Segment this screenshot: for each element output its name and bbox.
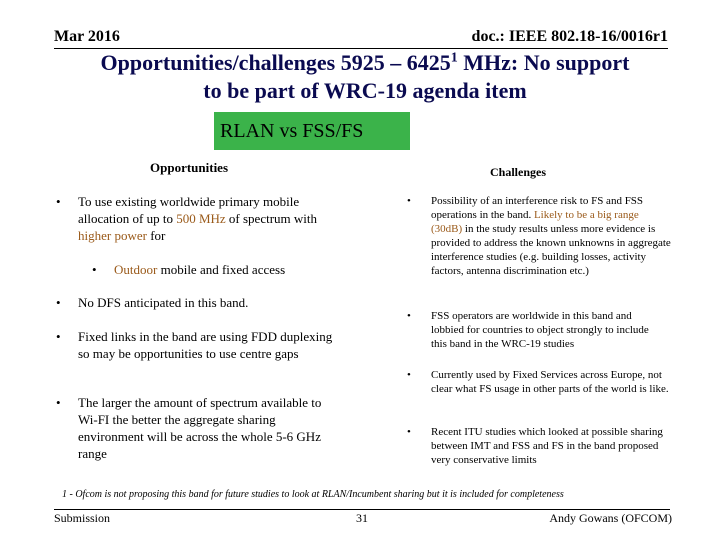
challenge-2-text: FSS operators are worldwide in this band and lobbied for countries to object strongly to include this band in the WRC-19 studies bbox=[431, 310, 649, 350]
opportunity-item-4 bbox=[56, 394, 334, 462]
opportunity-1-text-c: for bbox=[146, 228, 166, 243]
challenges-heading: Challenges bbox=[490, 165, 547, 179]
page-number: 31 bbox=[356, 511, 368, 525]
bullet-icon: • bbox=[407, 310, 411, 322]
opportunity-item-3 bbox=[56, 328, 336, 362]
challenge-1-text-b: in the study results unless more evidence is provided to address the known unknowns in aggregate interference studies (e.g. building losses, activity factors, antenna discrimination etc.) bbox=[431, 223, 671, 277]
bullet-icon: • bbox=[407, 195, 411, 207]
opportunity-sub-item-1 bbox=[92, 261, 344, 278]
bullet-icon: • bbox=[56, 329, 61, 344]
opportunity-sub-1-highlight: Outdoor bbox=[114, 262, 158, 277]
slide-title bbox=[40, 49, 690, 105]
footer-submission: Submission bbox=[54, 511, 111, 525]
opportunity-4-text: The larger the amount of spectrum available to Wi-FI the better the aggregate sharing environment will be across the whole 5-6 GHz range bbox=[78, 395, 322, 461]
challenge-1-text-a: Possibility of an interference risk to FS and FSS operations in the band. bbox=[431, 195, 644, 221]
bullet-icon: • bbox=[56, 194, 61, 209]
bullet-icon: • bbox=[407, 426, 411, 438]
opportunity-1-text-b: of spectrum with bbox=[225, 211, 318, 226]
bullet-icon: • bbox=[56, 295, 61, 310]
opportunity-2-text: No DFS anticipated in this band. bbox=[78, 295, 249, 310]
opportunity-3-text: Fixed links in the band are using FDD duplexing so may be opportunities to use centre gaps bbox=[78, 329, 333, 361]
challenge-item-4 bbox=[407, 425, 667, 467]
footer-divider bbox=[54, 509, 670, 510]
challenge-item-1 bbox=[407, 194, 671, 278]
header-date: Mar 2016 bbox=[54, 28, 120, 45]
challenge-4-text: Recent ITU studies which looked at possible sharing between IMT and FSS and FS in the band proposed very conservative limits bbox=[431, 426, 663, 466]
opportunity-sub-1-text: mobile and fixed access bbox=[157, 262, 286, 277]
rlan-banner: RLAN vs FSS/FS bbox=[214, 112, 410, 150]
title-line2: to be part of WRC-19 agenda item bbox=[203, 78, 527, 103]
challenge-3-text: Currently used by Fixed Services across Europe, not clear what FS usage in other parts of the world is like. bbox=[431, 369, 669, 395]
title-line1-prefix: Opportunities/challenges 5925 – 6425 bbox=[100, 50, 451, 75]
footnote: 1 - Ofcom is not proposing this band for future studies to look at RLAN/Incumbent sharing but it is included for completeness bbox=[62, 489, 564, 500]
opportunity-item-1 bbox=[56, 193, 340, 244]
bullet-icon: • bbox=[407, 369, 411, 381]
opportunity-item-2 bbox=[56, 294, 340, 311]
opportunity-1-text-a: To use existing worldwide primary mobile allocation of up to bbox=[78, 194, 300, 226]
footer-author: Andy Gowans (OFCOM) bbox=[549, 511, 672, 525]
challenge-item-3 bbox=[407, 368, 671, 396]
challenge-1-highlight: Likely to be a big range (30dB) bbox=[431, 209, 639, 235]
challenge-item-2 bbox=[407, 309, 667, 351]
opportunities-heading: Opportunities bbox=[150, 160, 229, 175]
bullet-icon: • bbox=[92, 262, 97, 277]
title-footnote-marker: 1 bbox=[450, 50, 458, 66]
bullet-icon: • bbox=[56, 395, 61, 410]
title-line1-suffix: MHz: No support bbox=[457, 50, 630, 75]
header-doc-id: doc.: IEEE 802.18-16/0016r1 bbox=[471, 28, 668, 45]
opportunity-1-highlight-power: higher power bbox=[78, 228, 147, 243]
opportunity-1-highlight-bandwidth: 500 MHz bbox=[176, 211, 226, 226]
